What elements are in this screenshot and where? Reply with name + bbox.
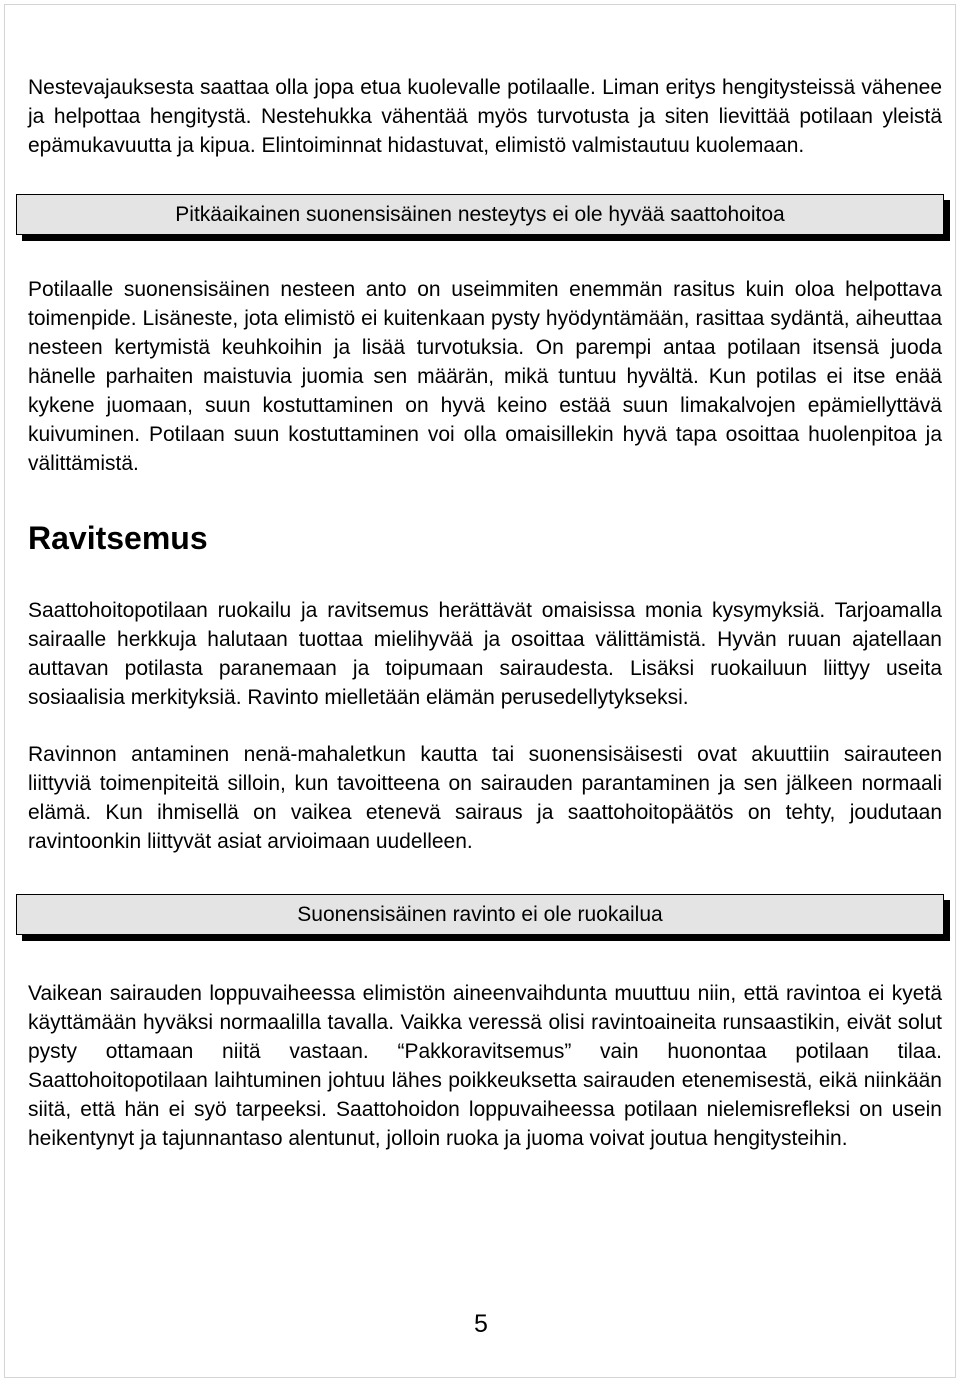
fluid-paragraph: Potilaalle suonensisäinen nesteen anto on useimmiten enemmän rasitus kuin oloa helpottava toimenpide. Lisäneste, jota elimistö ei kuitenkaan pysty hyödyntämään, rasittaa sydäntä, aiheuttaa nesteen kertymistä keuhkoihin ja lisää turvotuksia. On parempi antaa potilaan itsensä juoda hänelle parhaiten maistuvia juomia sen määrän, mikä tuntuu hyvältä. Kun potilas ei itse enää kykene juomaan, suun kostuttaminen on hyvä keino estää suun limakalvojen epämiellyttävä kuivuminen. Potilaan suun kostuttaminen voi olla omaisillekin hyvä tapa osoittaa huolenpitoa ja välittämistä. (28, 278, 942, 475)
page-number: 5 (474, 1310, 488, 1338)
document-page (4, 4, 956, 1378)
page-content (28, 73, 942, 1153)
ravitsemus-paragraph: Saattohoitopotilaan ruokailu ja ravitsemus herättävät omaisissa monia kysymyksiä. Tarjoamalla sairaalle herkkuja halutaan tuottaa mielihyvää ja osoittaa välittämistä. Hyvän ruuan ajatellaan auttavan potilasta paranemaan ja toipumaan sairaudesta. Lisäksi ruokailuun liittyy useita sosiaalisia merkityksiä. Ravinto mielletään elämän perusedellytykseksi. (28, 599, 942, 709)
callout-box-iv-nutrition: Suonensisäinen ravinto ei ole ruokailua (16, 894, 944, 935)
ravinnon-paragraph: Ravinnon antaminen nenä-mahaletkun kautta tai suonensisäisesti ovat akuuttiin sairauteen liittyviä toimenpiteitä silloin, kun tavoitteena on sairauden parantaminen ja sen jälkeen normaali elämä. Kun ihmisellä on vaikea etenevä sairaus ja saattohoitopäätös on tehty, joudutaan ravintoonkin liittyvät asiat arvioimaan uudelleen. (28, 743, 942, 853)
section-heading: Ravitsemus (28, 520, 208, 556)
final-paragraph: Vaikean sairauden loppuvaiheessa elimistön aineenvaihdunta muuttuu niin, että ravintoa ei kyetä käyttämään hyväksi normaalilla tavalla. Vaikka veressä olisi ravintoaineita runsaastikin, eivät solut pysty ottamaan niitä vastaan. “Pakkoravitsemus” vain huonontaa potilaan tilaa. Saattohoitopotilaan laihtuminen johtuu lähes poikkeuksetta sairauden etenemisestä, eikä niinkään siitä, että hän ei syö tarpeeksi. Saattohoidon loppuvaiheessa potilaan nielemisrefleksi on usein heikentynyt ja tajunnantaso alentunut, jolloin ruoka ja juoma voivat joutua hengitysteihin. (28, 982, 942, 1150)
callout-box-iv-hydration: Pitkäaikainen suonensisäinen nesteytys ei ole hyvää saattohoitoa (16, 194, 944, 235)
intro-paragraph: Nestevajauksesta saattaa olla jopa etua kuolevalle potilaalle. Liman eritys hengitysteissä vähenee ja helpottaa hengitystä. Nestehukka vähentää myös turvotusta ja siten lievittää potilaan yleistä epämukavuutta ja kipua. Elintoiminnat hidastuvat, elimistö valmistautuu kuolemaan. (28, 76, 942, 157)
